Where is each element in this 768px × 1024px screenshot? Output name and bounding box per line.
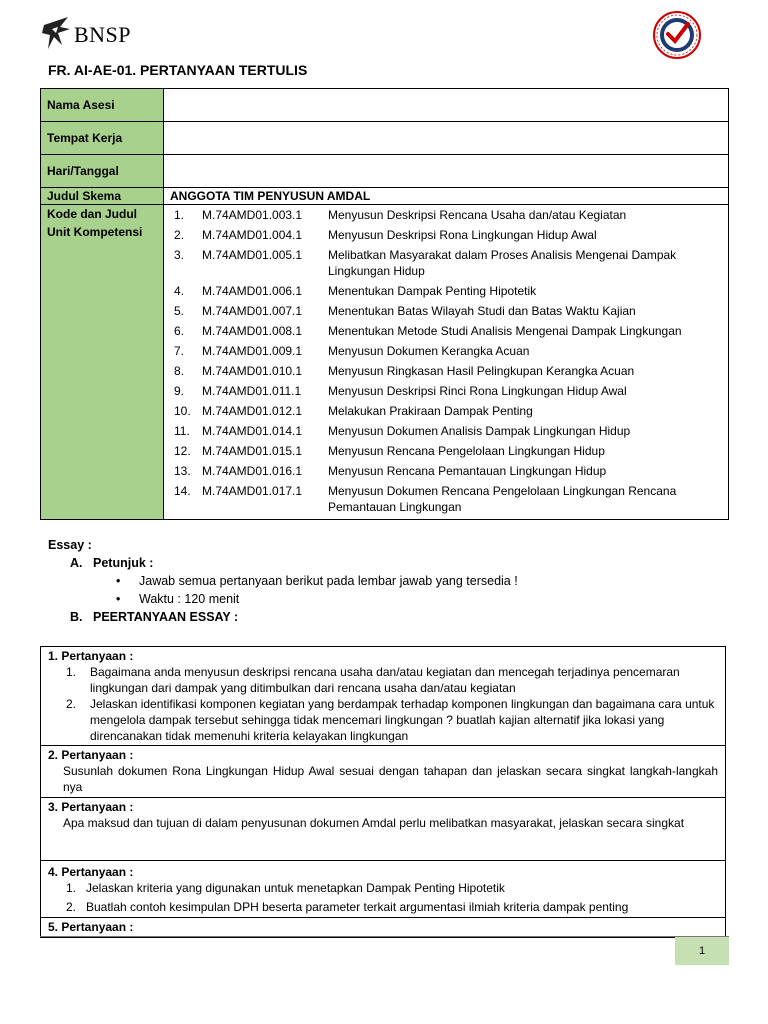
unit-title: Menentukan Metode Studi Analisis Mengenai Dampak Lingkungan — [328, 324, 682, 338]
unit-competency-list — [174, 205, 724, 517]
unit-code: M.74AMD01.003.1 — [202, 208, 303, 222]
unit-num: 11. — [174, 424, 190, 438]
footer-divider — [40, 936, 729, 937]
unit-code: M.74AMD01.004.1 — [202, 228, 303, 242]
tempat-kerja-field[interactable] — [164, 122, 729, 155]
instruction-bullet: Jawab semua pertanyaan berikut pada lembar jawab yang tersedia ! — [139, 574, 518, 588]
unit-code: M.74AMD01.010.1 — [202, 364, 303, 378]
page-number: 1 — [675, 937, 729, 965]
essay-questions-label: PEERTANYAAN ESSAY : — [93, 610, 239, 624]
unit-title: Menyusun Rencana Pemantauan Lingkungan Hidup — [328, 464, 607, 478]
question-item-text: Jelaskan identifikasi komponen kegiatan yang berdampak terhadap komponen lingkungan dan bagaimana cara untuk mengelola dampak tersebut sehingga tidak mencemari lingkungan ? buatlah kajian alternatif jika lokasi yang direncanakan tidak memenuhi kriteria kelayakan lingkungan — [90, 697, 715, 743]
questions-box — [40, 646, 726, 938]
question-section-3 — [41, 798, 725, 861]
question-heading: 5. Pertanyaan : — [48, 920, 134, 934]
question-item — [48, 899, 718, 915]
section-a-marker: A. — [70, 556, 83, 570]
nama-asesi-field[interactable] — [164, 89, 729, 122]
unit-num: 10. — [174, 404, 191, 418]
garuda-logo-icon — [42, 15, 72, 55]
question-item-text: Bagaimana anda menyusun deskripsi rencana usaha dan/atau kegiatan dan mencegah terjadinya pencemaran lingkungan dari dampak yang ditimbulkan dari rencana usaha dan/atau kegiatan — [90, 665, 680, 695]
unit-code: M.74AMD01.014.1 — [202, 424, 303, 438]
hari-tanggal-label: Hari/Tanggal — [41, 155, 164, 188]
unit-code: M.74AMD01.017.1 — [202, 484, 303, 498]
bullet-icon: • — [116, 574, 121, 588]
question-section-1 — [41, 647, 725, 746]
unit-code: M.74AMD01.015.1 — [202, 444, 303, 458]
unit-num: 1. — [174, 208, 185, 222]
question-heading: 4. Pertanyaan : — [48, 865, 134, 879]
question-text: Apa maksud dan tujuan di dalam penyusunan dokumen Amdal perlu melibatkan masyarakat, jelaskan secara singkat — [63, 816, 685, 830]
unit-num: 6. — [174, 324, 185, 338]
unit-title: Menyusun Rencana Pengelolaan Lingkungan Hidup — [328, 444, 605, 458]
essay-label: Essay : — [48, 538, 92, 552]
unit-num: 14. — [174, 484, 191, 498]
question-item-number: 1. — [66, 881, 77, 895]
unit-num: 7. — [174, 344, 185, 358]
unit-title: Menyusun Dokumen Rencana Pengelolaan Lingkungan Rencana Pemantauan Lingkungan — [328, 484, 677, 514]
instruction-bullet: Waktu : 120 menit — [139, 592, 240, 606]
judul-skema-label: Judul Skema — [41, 188, 164, 205]
question-heading: 1. Pertanyaan : — [48, 649, 134, 663]
unit-code: M.74AMD01.016.1 — [202, 464, 303, 478]
unit-num: 5. — [174, 304, 185, 318]
document-title: FR. AI-AE-01. PERTANYAAN TERTULIS — [48, 62, 308, 78]
question-section-5 — [41, 918, 725, 937]
unit-num: 9. — [174, 384, 185, 398]
unit-num: 2. — [174, 228, 185, 242]
assessee-info-table — [40, 88, 729, 520]
unit-num: 13. — [174, 464, 191, 478]
unit-num: 8. — [174, 364, 185, 378]
petunjuk-label: Petunjuk : — [93, 556, 154, 570]
unit-title: Melibatkan Masyarakat dalam Proses Analisis Mengenai Dampak Lingkungan Hidup — [328, 248, 677, 278]
logo-text: BNSP — [74, 22, 132, 47]
unit-num: 3. — [174, 248, 185, 262]
judul-skema-value: ANGGOTA TIM PENYUSUN AMDAL — [164, 188, 729, 205]
tempat-kerja-label: Tempat Kerja — [41, 122, 164, 155]
unit-code: M.74AMD01.011.1 — [202, 384, 302, 398]
unit-title: Menyusun Dokumen Analisis Dampak Lingkungan Hidup — [328, 424, 631, 438]
section-b-marker: B. — [70, 610, 83, 624]
question-item — [48, 664, 718, 696]
unit-title: Melakukan Prakiraan Dampak Penting — [328, 404, 533, 418]
question-text: Susunlah dokumen Rona Lingkungan Hidup Awal sesuai dengan tahapan dan jelaskan secara singkat langkah-langkah nya — [63, 764, 718, 794]
question-item-text: Jelaskan kriteria yang digunakan untuk menetapkan Dampak Penting Hipotetik — [86, 881, 505, 895]
unit-num: 4. — [174, 284, 185, 298]
certification-seal-icon — [652, 10, 702, 60]
question-item-number: 1. — [66, 665, 77, 679]
hari-tanggal-field[interactable] — [164, 155, 729, 188]
question-item — [48, 696, 718, 744]
question-heading: 2. Pertanyaan : — [48, 748, 134, 762]
unit-num: 12. — [174, 444, 191, 458]
unit-code: M.74AMD01.008.1 — [202, 324, 303, 338]
bullet-icon: • — [116, 592, 121, 606]
question-item-number: 2. — [66, 697, 77, 711]
bnsp-logo — [42, 14, 134, 56]
unit-code: M.74AMD01.006.1 — [202, 284, 303, 298]
question-item — [48, 880, 718, 896]
unit-title: Menyusun Deskripsi Rencana Usaha dan/atau Kegiatan — [328, 208, 627, 222]
unit-title: Menyusun Deskripsi Rona Lingkungan Hidup Awal — [328, 228, 597, 242]
question-item-number: 2. — [66, 900, 77, 914]
unit-title: Menentukan Dampak Penting Hipotetik — [328, 284, 537, 298]
unit-title: Menyusun Deskripsi Rinci Rona Lingkungan Hidup Awal — [328, 384, 627, 398]
unit-code: M.74AMD01.007.1 — [202, 304, 303, 318]
unit-title: Menyusun Dokumen Kerangka Acuan — [328, 344, 530, 358]
nama-asesi-label: Nama Asesi — [41, 89, 164, 122]
unit-code: M.74AMD01.005.1 — [202, 248, 303, 262]
unit-title: Menentukan Batas Wilayah Studi dan Batas Waktu Kajian — [328, 304, 636, 318]
kode-unit-label: Kode dan Judul Unit Kompetensi — [41, 205, 164, 520]
question-item-text: Buatlah contoh kesimpulan DPH beserta parameter terkait argumentasi ilmiah kriteria dampak penting — [86, 900, 629, 914]
question-heading: 3. Pertanyaan : — [48, 800, 134, 814]
unit-code: M.74AMD01.012.1 — [202, 404, 303, 418]
unit-title: Menyusun Ringkasan Hasil Pelingkupan Kerangka Acuan — [328, 364, 635, 378]
unit-code: M.74AMD01.009.1 — [202, 344, 303, 358]
question-section-2 — [41, 746, 725, 798]
question-section-4 — [41, 861, 725, 918]
